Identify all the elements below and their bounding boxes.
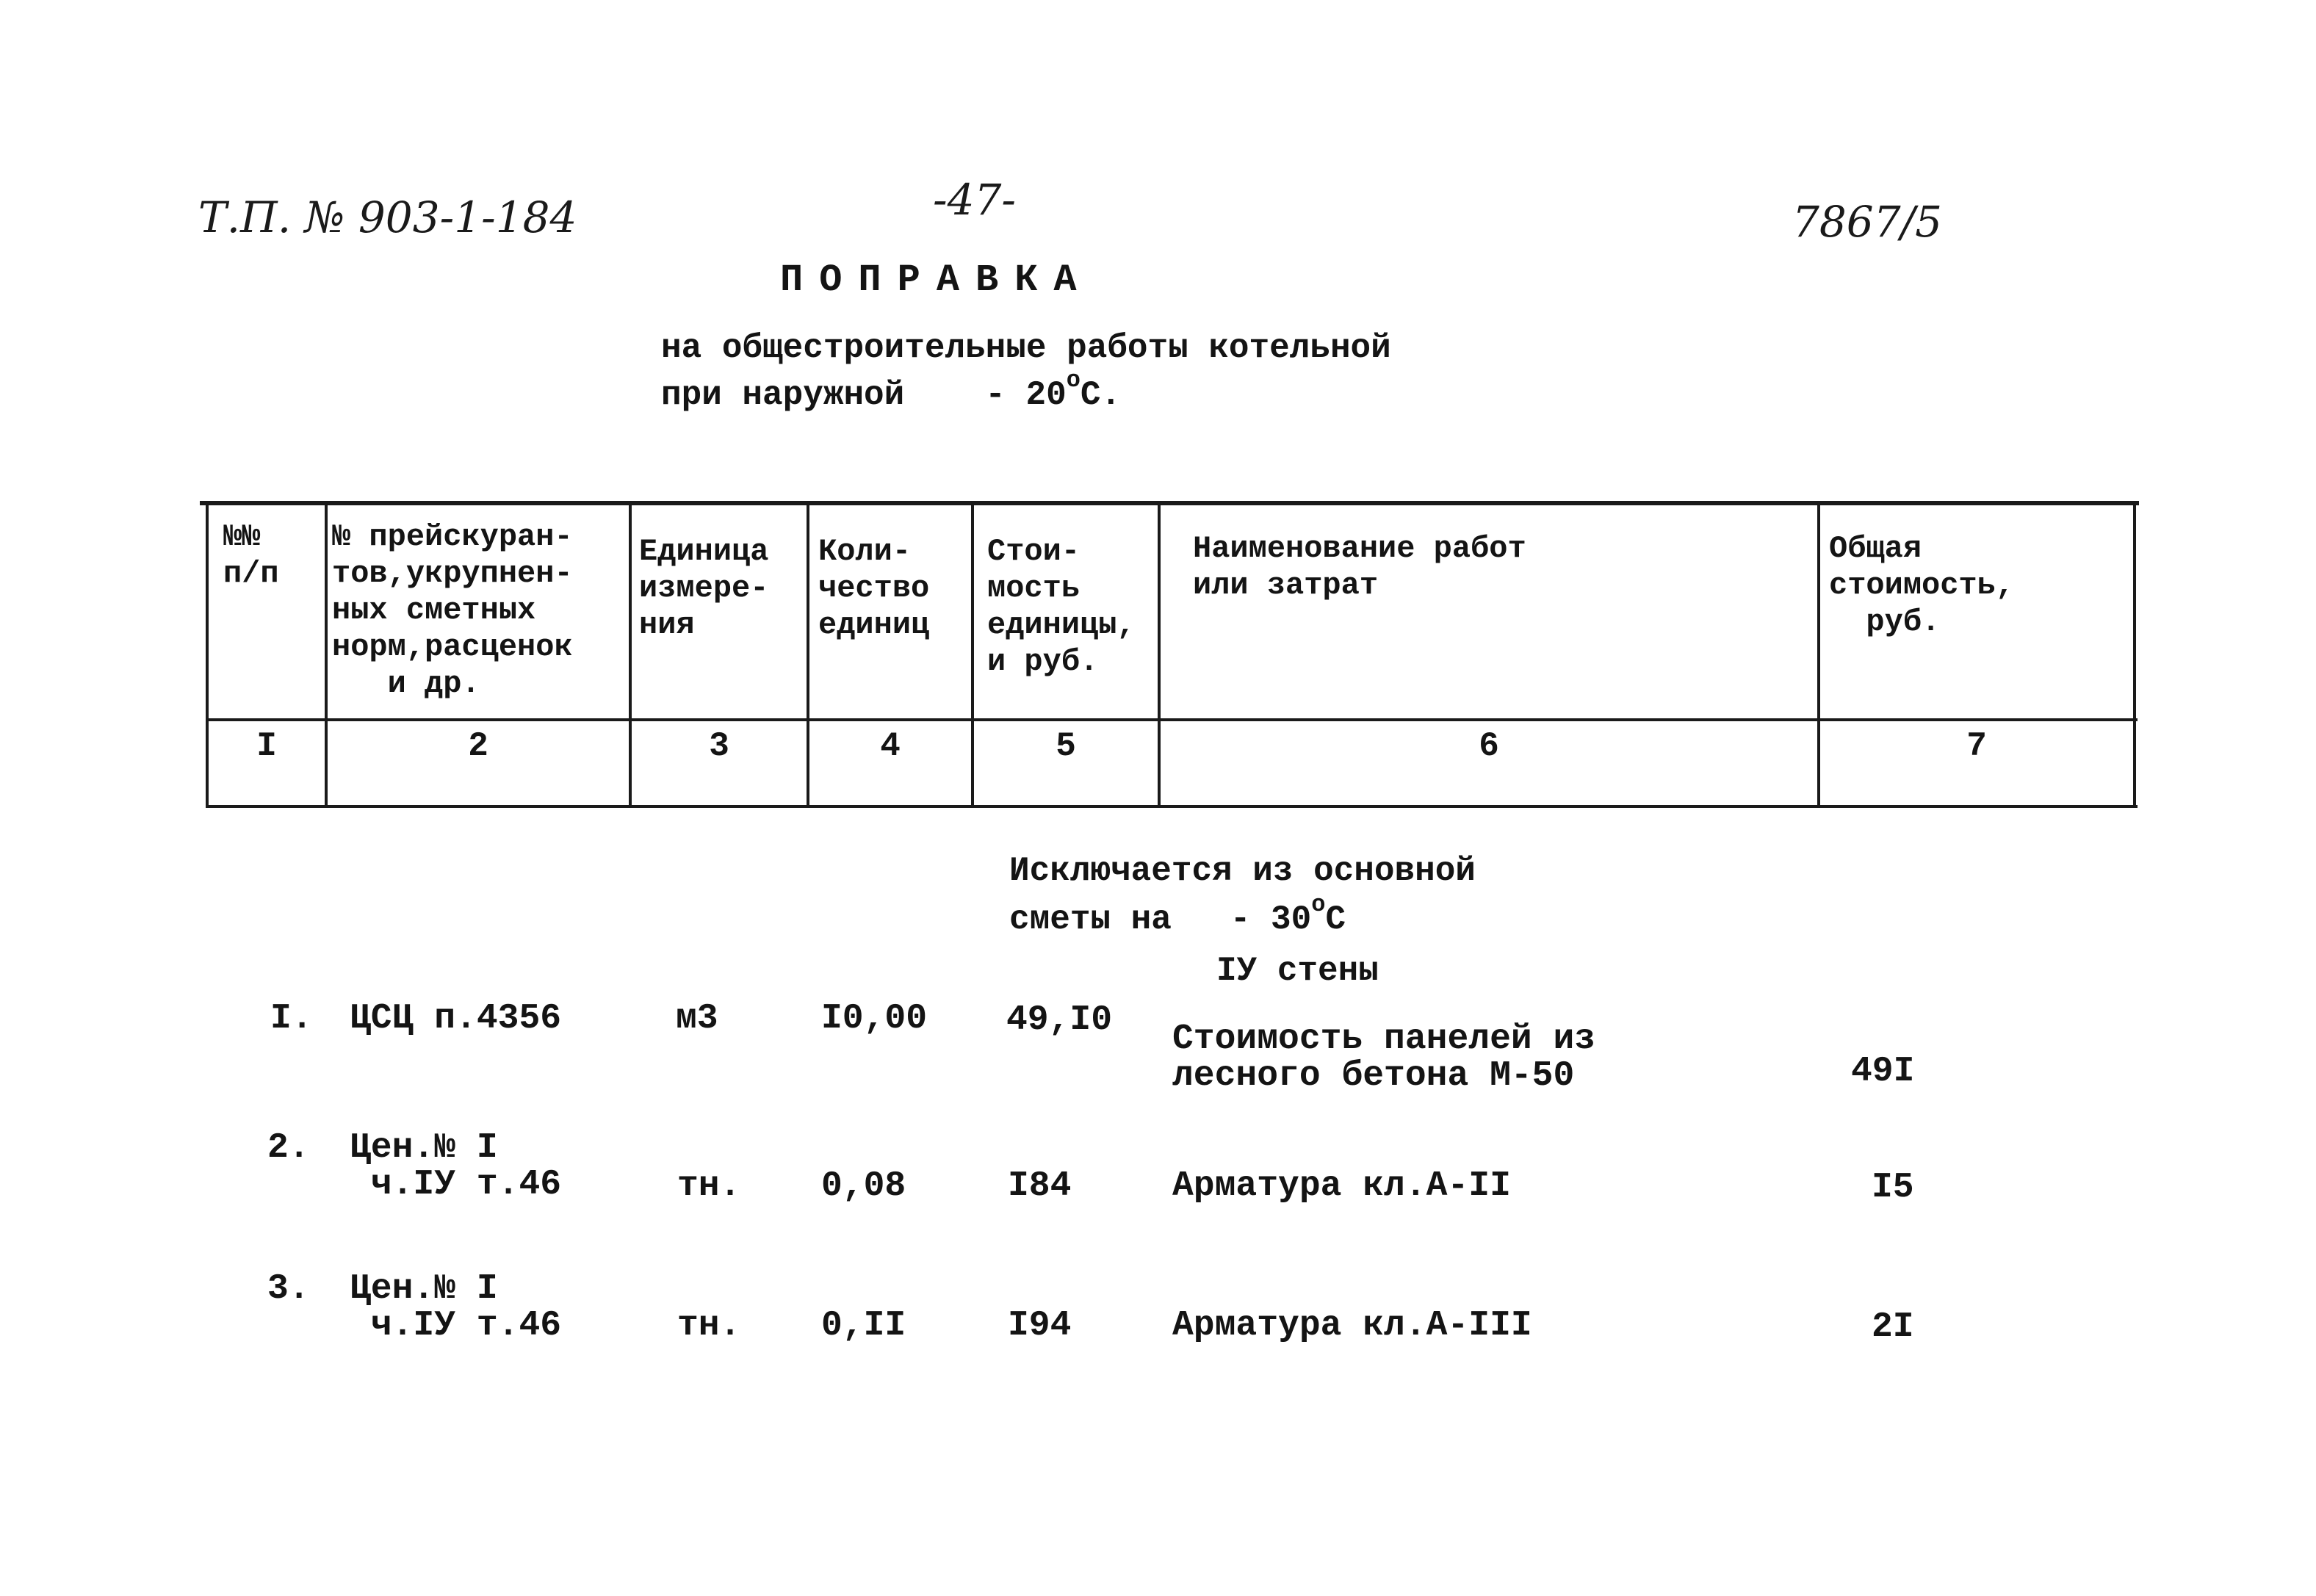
degree-sign: o — [1311, 891, 1326, 918]
section-unit: С — [1325, 900, 1346, 939]
subtitle-line-2 — [661, 366, 1122, 414]
row-reference: Цен.№ I ч.IУ т.46 — [350, 1269, 562, 1346]
row-number: I. — [270, 999, 313, 1039]
archive-number: 7867/5 — [1792, 197, 1943, 247]
column-number-5: 5 — [1056, 727, 1076, 765]
header-price-list: № прейскуран- тов,укрупнен- ных сметных норм,расценок и др. — [332, 519, 573, 701]
row-total: I5 — [1872, 1168, 1914, 1207]
header-work-name: Наименование работ или затрат — [1193, 531, 1526, 603]
row-work-name: Арматура кл.А-II — [1172, 1166, 1511, 1206]
row-quantity: I0,00 — [821, 999, 928, 1039]
table-header-divider — [206, 718, 2138, 721]
row-work-name: Арматура кл.А-III — [1172, 1306, 1532, 1346]
column-number-2: 2 — [468, 727, 488, 765]
column-number-6: 6 — [1479, 727, 1499, 765]
row-total: 49I — [1851, 1052, 1915, 1091]
subsection-title: IУ стены — [1216, 952, 1379, 990]
row-reference: Цен.№ I ч.IУ т.46 — [350, 1128, 562, 1205]
section-line-2 — [1009, 891, 1346, 939]
subtitle-unit: С. — [1080, 376, 1122, 414]
header-row-number: №№ п/п — [223, 519, 279, 591]
row-reference: ЦСЦ п.4356 — [350, 999, 562, 1039]
header-unit: Единица измере- ния — [639, 534, 769, 643]
row-quantity: 0,08 — [821, 1166, 906, 1206]
row-unit: тн. — [677, 1166, 741, 1206]
col-line-7 — [2133, 504, 2136, 806]
row-total: 2I — [1872, 1307, 1914, 1347]
row-unit-price: I94 — [1008, 1306, 1072, 1346]
project-number: Т.П. № 903-1-184 — [198, 192, 577, 242]
header-quantity: Коли- чество единиц — [818, 534, 930, 643]
column-number-3: 3 — [709, 727, 729, 765]
row-unit: тн. — [677, 1306, 741, 1346]
subtitle-line-1: на общестроительные работы котельной — [661, 329, 1391, 367]
row-number: 3. — [267, 1269, 310, 1309]
row-work-name: Стоимость панелей из лесного бетона М-50 — [1172, 1019, 1596, 1096]
row-unit-price: I84 — [1008, 1166, 1072, 1206]
header-total-cost: Общая стоимость, руб. — [1829, 531, 2015, 640]
row-quantity: 0,II — [821, 1306, 906, 1346]
section-temperature: - 30 — [1230, 900, 1312, 939]
header-unit-cost: Стои- мость единицы, и руб. — [987, 534, 1136, 679]
table-bottom-border — [206, 805, 2138, 808]
row-unit-price: 49,I0 — [1006, 1000, 1113, 1040]
section-line-1: Исключается из основной — [1009, 852, 1476, 890]
column-number-7: 7 — [1966, 727, 1987, 765]
column-number-4: 4 — [880, 727, 901, 765]
section-prefix: сметы на — [1009, 900, 1172, 939]
degree-sign: o — [1066, 366, 1081, 394]
subtitle-temperature: - 20 — [985, 376, 1067, 414]
document-title: ПОПРАВКА — [780, 259, 1093, 302]
page-number: -47- — [933, 175, 1016, 225]
subtitle-prefix: при наружной — [661, 376, 905, 414]
row-unit: м3 — [676, 999, 718, 1039]
column-number-1: I — [256, 727, 277, 765]
table-top-border — [200, 501, 2139, 505]
row-number: 2. — [267, 1128, 310, 1168]
